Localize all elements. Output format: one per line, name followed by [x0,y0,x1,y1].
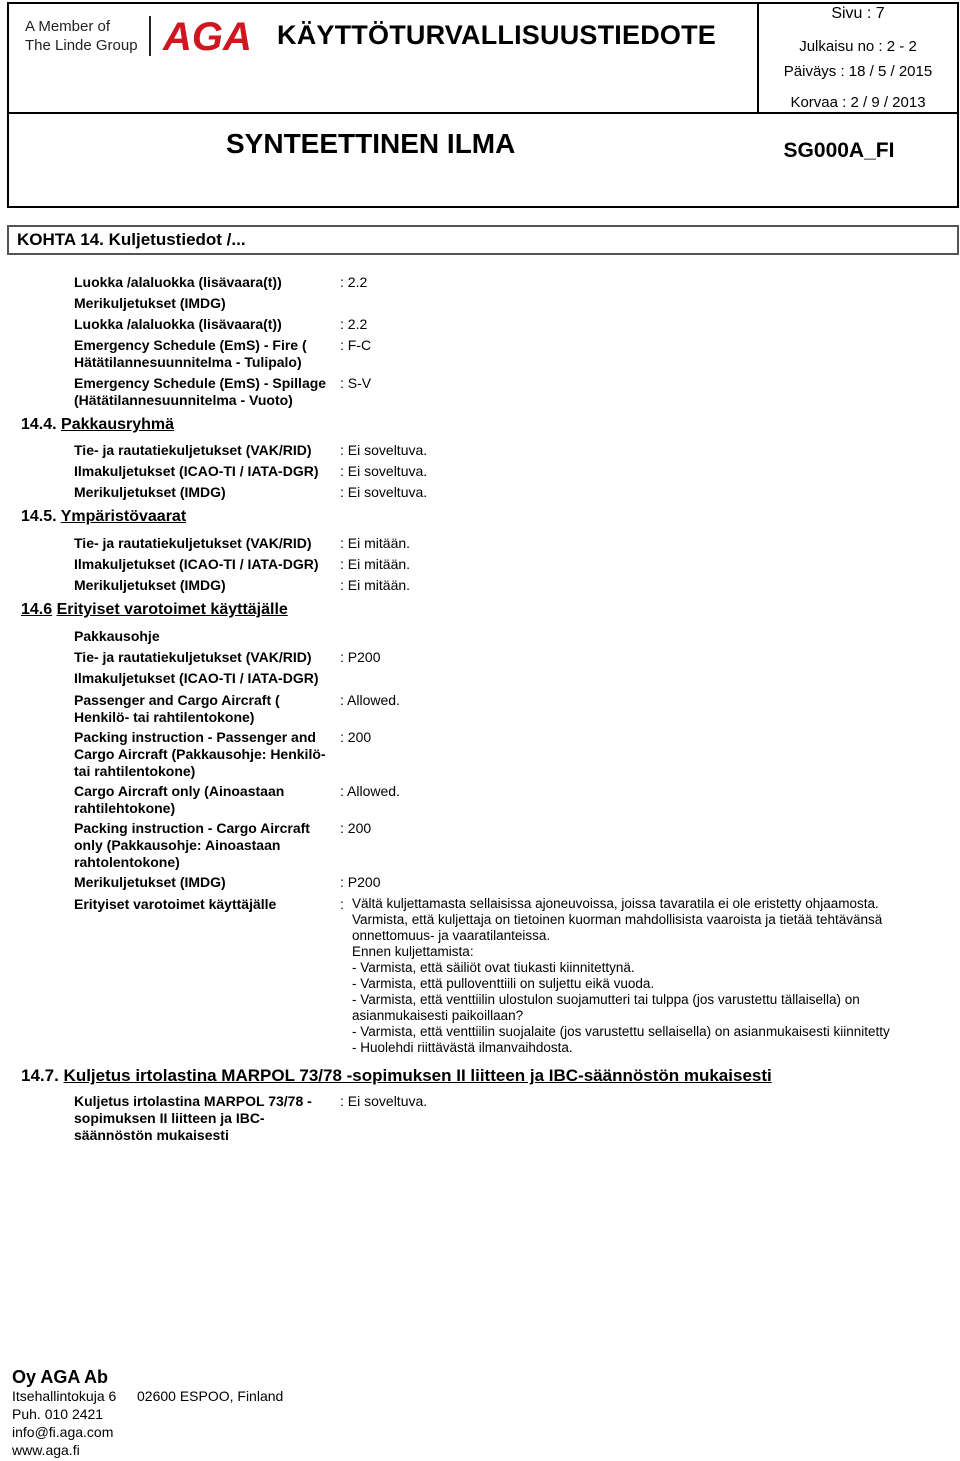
label-line: Packing instruction - Cargo Aircraft [74,820,310,836]
label-line: Cargo Aircraft only (Ainoastaan [74,783,285,799]
label-line: Packing instruction - Passenger and [74,729,316,745]
label-line: rahtolentokone) [74,854,180,870]
replaces-date: Korvaa : 2 / 9 / 2013 [790,94,926,111]
note-line: Vältä kuljettamasta sellaisissa ajoneuvoissa, joissa tavaratila ei ole eristetty ohjaamosta. [352,896,879,911]
special-precautions-label: Erityiset varotoimet käyttäjälle [74,896,277,912]
subsection-title: Erityiset varotoimet käyttäjälle [56,601,288,618]
footer-email[interactable]: info@fi.aga.com [12,1424,114,1440]
footer-phone: Puh. 010 2421 [12,1406,104,1422]
sea-transport-label: Merikuljetukset (IMDG) [74,295,226,311]
product-code: SG000A_FI [783,139,895,162]
logo-separator [149,16,151,56]
subsection-number: 14.7. [21,1066,59,1085]
note-line: - Varmista, että venttiilin suojalaite (jos varustettu sellaisella) on asianmukaisesti kiinnitetty [352,1024,890,1039]
class-label: Luokka /alaluokka (lisävaara(t)) [74,274,282,290]
passenger-cargo-label [74,692,280,726]
note-line: Varmista, että kuljettaja on tietoinen kuorman mahdollisista vaaroista ja tietää tehtävänsä [352,912,883,927]
road-label: Tie- ja rautatiekuljetukset (VAK/RID) [74,442,312,458]
subsection-title: Pakkausryhmä [61,416,175,433]
ems-spill-label-line2: (Hätätilannesuunnitelma - Vuoto) [74,392,293,408]
sea-class-label: Luokka /alaluokka (lisävaara(t)) [74,316,282,332]
footer-city: 02600 ESPOO, Finland [137,1388,284,1404]
section-title: KOHTA 14. Kuljetustiedot /... [17,230,246,249]
subsection-14-7-heading [21,1066,772,1086]
linde-member-logo [25,17,138,55]
subsection-number: 14.5. [21,508,57,525]
road-value: : Ei mitään. [340,535,411,551]
sea-class-value: : 2.2 [340,316,368,332]
label-line: tai rahtilentokone) [74,763,196,779]
note-line: asianmukaisesti paikoillaan? [352,1008,524,1023]
page-number: Sivu : 7 [831,5,885,22]
road-value: : P200 [340,649,381,665]
label-line: säännöstön mukaisesti [74,1127,229,1143]
cargo-only-value: : Allowed. [340,783,400,799]
edition-number: Julkaisu no : 2 - 2 [799,38,917,55]
special-precautions-text [352,896,890,1056]
subsection-14-4-heading [21,416,174,434]
footer-company: Oy AGA Ab [12,1367,109,1387]
note-line: Ennen kuljettamista: [352,944,474,959]
marpol-label [74,1093,312,1144]
ems-spill-value: : S-V [340,375,372,391]
ems-fire-label-line1: Emergency Schedule (EmS) - Fire ( [74,337,307,353]
footer-address: Itsehallintokuja 6 [12,1388,117,1404]
sea-value: : Ei soveltuva. [340,484,428,500]
ems-spill-label [74,375,326,409]
label-line: rahtilehtokone) [74,800,176,816]
label-line: only (Pakkausohje: Ainoastaan [74,837,281,853]
aga-logo-text: AGA [163,15,252,59]
ems-fire-label [74,337,307,371]
ems-spill-label-line1: Emergency Schedule (EmS) - Spillage [74,375,327,391]
packing-instruction-cao-value: : 200 [340,820,372,836]
note-line: - Varmista, että säiliöt ovat tiukasti kiinnitettynä. [352,960,635,975]
packing-instruction-pca-value: : 200 [340,729,372,745]
product-name: SYNTEETTINEN ILMA [226,128,516,159]
issue-date: Päiväys : 18 / 5 / 2015 [783,63,933,80]
label-line: Kuljetus irtolastina MARPOL 73/78 - [74,1093,312,1109]
note-line: onnettomuus- ja vaaratilanteissa. [352,928,551,943]
ems-fire-label-line2: Hätätilannesuunnitelma - Tulipalo) [74,354,302,370]
section-title-bar [7,225,959,255]
air-label: Ilmakuljetukset (ICAO-TI / IATA-DGR) [74,463,319,479]
air-label: Ilmakuljetukset (ICAO-TI / IATA-DGR) [74,556,319,572]
aga-logo [163,12,252,59]
passenger-cargo-value: : Allowed. [340,692,400,708]
packing-instruction-label: Pakkausohje [74,628,160,644]
sea-label: Merikuljetukset (IMDG) [74,484,226,500]
sea-value: : P200 [340,874,381,890]
sea-label: Merikuljetukset (IMDG) [74,577,226,593]
label-line: Henkilö- tai rahtilentokone) [74,709,255,725]
ems-fire-value: : F-C [340,337,372,353]
air-value: : Ei mitään. [340,556,411,572]
sea-value: : Ei mitään. [340,577,411,593]
label-line: sopimuksen II liitteen ja IBC- [74,1110,265,1126]
road-value: : Ei soveltuva. [340,442,428,458]
subsection-number: 14.6 [21,601,53,618]
special-precautions-colon: : [340,896,344,912]
subsection-14-5-heading [21,508,186,526]
air-label: Ilmakuljetukset (ICAO-TI / IATA-DGR) [74,670,319,686]
road-label: Tie- ja rautatiekuljetukset (VAK/RID) [74,535,312,551]
note-line: - Varmista, että venttiilin ulostulon suojamutteri tai tulppa (jos varustettu tällaisella) on [352,992,860,1007]
header-divider-horizontal [7,112,959,114]
air-value: : Ei soveltuva. [340,463,428,479]
header-divider-vertical [757,2,759,114]
packing-instruction-cao-label [74,820,310,871]
logo-line-1: A Member of [25,18,111,35]
subsection-title: Ympäristövaarat [60,508,187,525]
logo-line-2: The Linde Group [25,37,138,54]
road-label: Tie- ja rautatiekuljetukset (VAK/RID) [74,649,312,665]
sea-label: Merikuljetukset (IMDG) [74,874,226,890]
footer-website[interactable]: www.aga.fi [12,1442,80,1458]
document-title: KÄYTTÖTURVALLISUUSTIEDOTE [277,20,717,50]
label-line: Cargo Aircraft (Pakkausohje: Henkilö- [74,746,326,762]
subsection-title: Kuljetus irtolastina MARPOL 73/78 -sopimuksen II liitteen ja IBC-säännöstön mukaisesti [63,1066,772,1085]
marpol-value: : Ei soveltuva. [340,1093,428,1109]
cargo-only-label [74,783,284,817]
note-line: - Varmista, että pulloventtiili on suljettu eikä vuoda. [352,976,655,991]
note-line: - Huolehdi riittävästä ilmanvaihdosta. [352,1040,573,1055]
label-line: Passenger and Cargo Aircraft ( [74,692,280,708]
packing-instruction-pca-label [74,729,326,780]
class-value: : 2.2 [340,274,368,290]
subsection-14-6-heading [21,601,288,619]
subsection-number: 14.4. [21,416,57,433]
